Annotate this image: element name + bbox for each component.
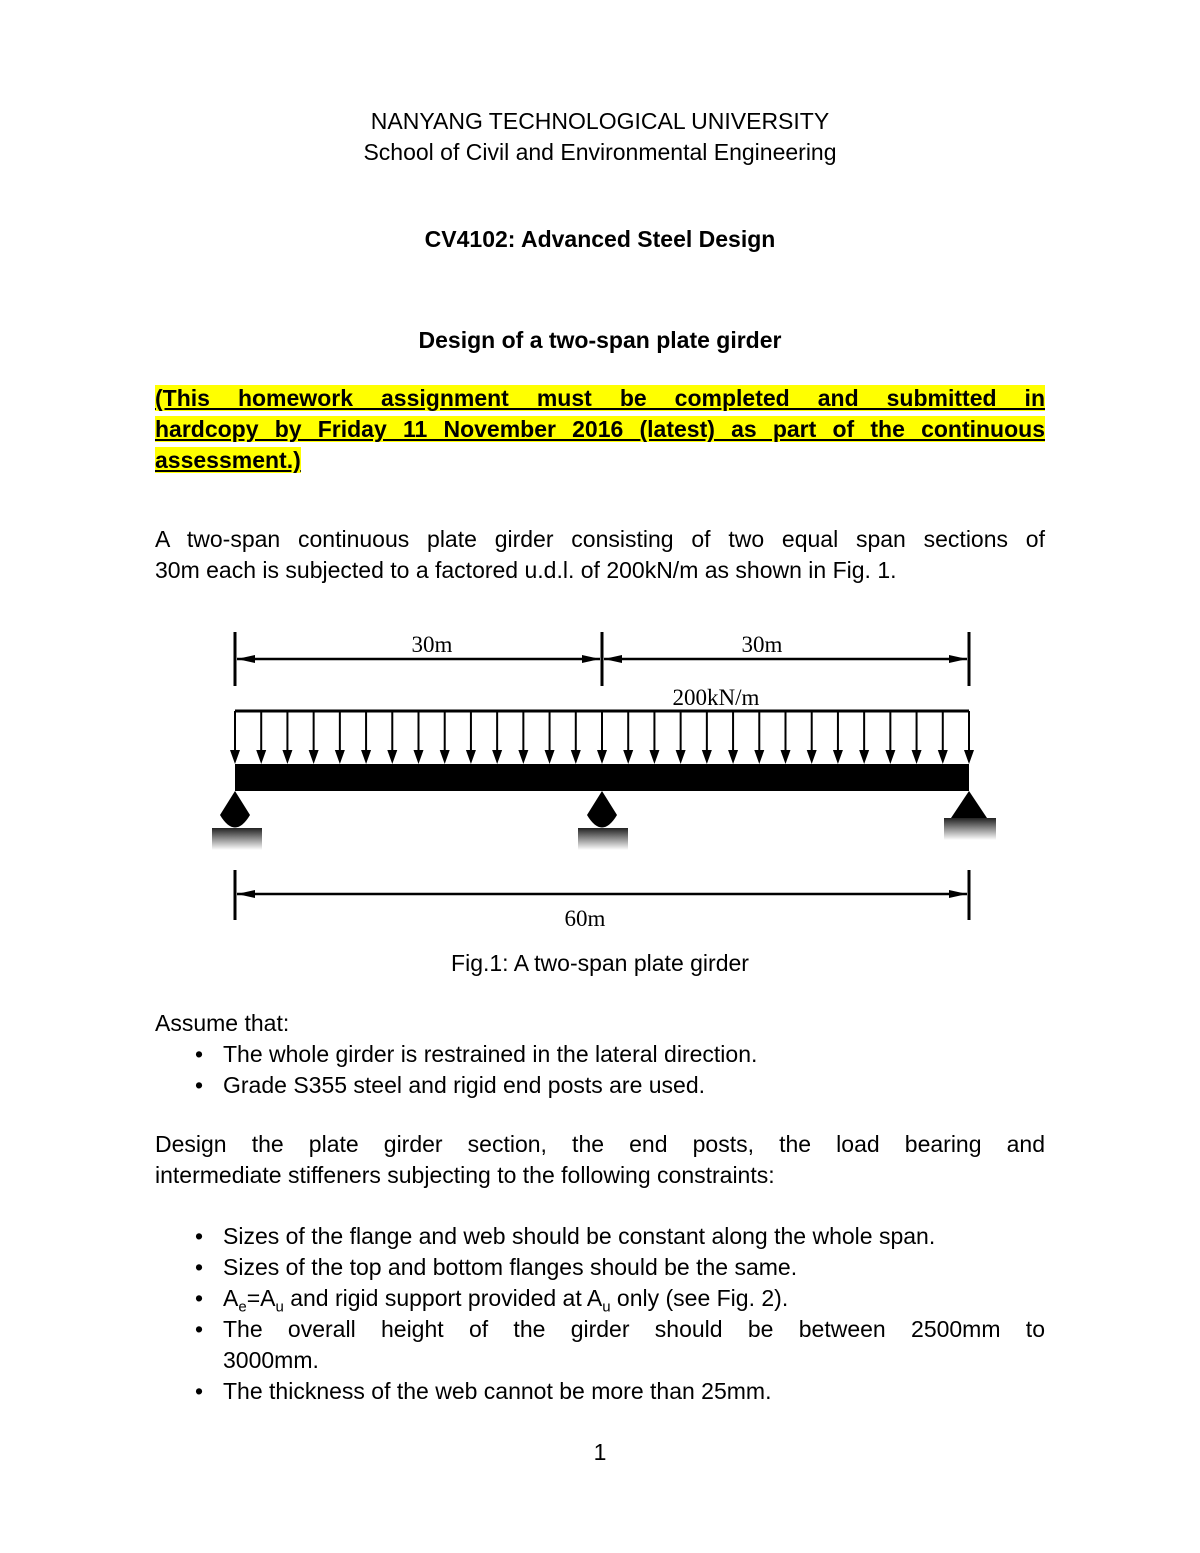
load-arrow-head xyxy=(282,750,292,764)
load-arrow-head xyxy=(440,750,450,764)
dim-arrowhead xyxy=(582,655,600,663)
subscript: e xyxy=(238,1298,247,1316)
assignment-title: Design of a two-span plate girder xyxy=(418,327,782,353)
list-item-text: The overall height of the girder should be between 2500mm to xyxy=(223,1316,1045,1342)
load-arrow-head xyxy=(885,750,895,764)
dim-arrowhead xyxy=(237,655,255,663)
support-base xyxy=(944,818,996,840)
total-length-label: 60m xyxy=(564,906,606,930)
load-arrow-head xyxy=(649,750,659,764)
load-arrow-head xyxy=(335,750,345,764)
load-arrow-head xyxy=(623,750,633,764)
load-arrow-head xyxy=(728,750,738,764)
support-left xyxy=(212,791,262,850)
list-item xyxy=(155,1283,1045,1314)
load-arrow-head xyxy=(807,750,817,764)
load-arrow-head xyxy=(859,750,869,764)
girder-beam xyxy=(235,764,969,791)
load-arrow-head xyxy=(597,750,607,764)
assume-list xyxy=(155,1039,1045,1101)
notice-line-1 xyxy=(155,383,1045,414)
load-label: 200kN/m xyxy=(672,685,760,710)
list-item xyxy=(155,1376,1045,1407)
load-arrow-head xyxy=(781,750,791,764)
notice-line-3 xyxy=(155,445,1045,476)
dim-arrowhead xyxy=(949,890,967,898)
text-part: and rigid support provided at A xyxy=(283,1285,603,1311)
load-arrow-head xyxy=(309,750,319,764)
text-part: =A xyxy=(246,1285,276,1311)
load-arrow-head xyxy=(964,750,974,764)
load-arrow-head xyxy=(571,750,581,764)
support-base xyxy=(578,828,628,850)
load-arrow-head xyxy=(361,750,371,764)
list-item xyxy=(155,1039,1045,1070)
load-arrows xyxy=(230,711,974,764)
list-item-text: Sizes of the top and bottom flanges should be the same. xyxy=(223,1254,798,1280)
list-item xyxy=(155,1252,1045,1283)
dim-arrowhead xyxy=(949,655,967,663)
load-arrow-head xyxy=(466,750,476,764)
list-item-text: The thickness of the web cannot be more than 25mm. xyxy=(223,1378,772,1404)
load-arrow-head xyxy=(676,750,686,764)
bullet-icon: • xyxy=(195,1254,204,1280)
load-arrow-head xyxy=(387,750,397,764)
support-right xyxy=(944,791,996,840)
two-span-girder-figure xyxy=(200,620,1020,930)
list-item xyxy=(155,1070,1045,1101)
intro-line-1: A two-span continuous plate girder consisting of two equal span sections of xyxy=(155,526,1045,552)
bullet-icon: • xyxy=(195,1072,204,1098)
load-arrow-head xyxy=(492,750,502,764)
load-arrow-head xyxy=(938,750,948,764)
load-arrow-head xyxy=(414,750,424,764)
support-middle xyxy=(578,791,628,850)
list-item xyxy=(155,1314,1045,1345)
support-base xyxy=(212,828,262,850)
load-arrow-head xyxy=(912,750,922,764)
list-item-continuation xyxy=(155,1345,1045,1376)
load-arrow-head xyxy=(702,750,712,764)
bullet-icon: • xyxy=(195,1316,204,1342)
subscript: u xyxy=(602,1298,611,1316)
page-number: 1 xyxy=(593,1439,607,1465)
list-item-text: Grade S355 steel and rigid end posts are used. xyxy=(223,1072,706,1098)
notice-text-2: hardcopy by Friday 11 November 2016 (latest) as part of the continuous xyxy=(155,416,1045,442)
design-line-2: intermediate stiffeners subjecting to the following constraints: xyxy=(155,1162,775,1188)
load-arrow-head xyxy=(230,750,240,764)
figure-caption: Fig.1: A two-span plate girder xyxy=(451,950,749,976)
assume-heading: Assume that: xyxy=(155,1010,290,1036)
notice-text-1: (This homework assignment must be completed and submitted in xyxy=(155,385,1045,411)
list-item-text: Sizes of the flange and web should be constant along the whole span. xyxy=(223,1223,936,1249)
text-part: only (see Fig. 2). xyxy=(610,1285,789,1311)
pin-support-icon xyxy=(220,791,250,828)
load-arrow-head xyxy=(833,750,843,764)
notice-text-3: assessment.) xyxy=(155,447,301,473)
bullet-icon: • xyxy=(195,1378,204,1404)
load-arrow-head xyxy=(754,750,764,764)
pin-support-icon xyxy=(587,791,617,828)
school-name: School of Civil and Environmental Engineering xyxy=(363,139,837,165)
bullet-icon: • xyxy=(195,1285,204,1311)
notice-line-2 xyxy=(155,414,1045,445)
span-right-label: 30m xyxy=(741,632,783,657)
course-title: CV4102: Advanced Steel Design xyxy=(424,226,776,252)
design-line-1: Design the plate girder section, the end posts, the load bearing and xyxy=(155,1131,1045,1157)
dim-arrowhead xyxy=(604,655,622,663)
subscript: u xyxy=(275,1298,284,1316)
list-item xyxy=(155,1221,1045,1252)
intro-line-2: 30m each is subjected to a factored u.d.l. of 200kN/m as shown in Fig. 1. xyxy=(155,557,897,583)
load-arrow-head xyxy=(518,750,528,764)
span-left-label: 30m xyxy=(411,632,453,657)
bullet-icon: • xyxy=(195,1041,204,1067)
university-name: NANYANG TECHNOLOGICAL UNIVERSITY xyxy=(370,108,830,134)
constraints-list xyxy=(155,1221,1045,1407)
list-item-text xyxy=(223,1285,789,1316)
dim-arrowhead xyxy=(237,890,255,898)
roller-support-icon xyxy=(951,791,987,818)
load-arrow-head xyxy=(545,750,555,764)
load-arrow-head xyxy=(256,750,266,764)
bullet-icon: • xyxy=(195,1223,204,1249)
list-item-text: The whole girder is restrained in the lateral direction. xyxy=(223,1041,758,1067)
list-item-text: 3000mm. xyxy=(223,1347,319,1373)
text-part: A xyxy=(223,1285,239,1311)
